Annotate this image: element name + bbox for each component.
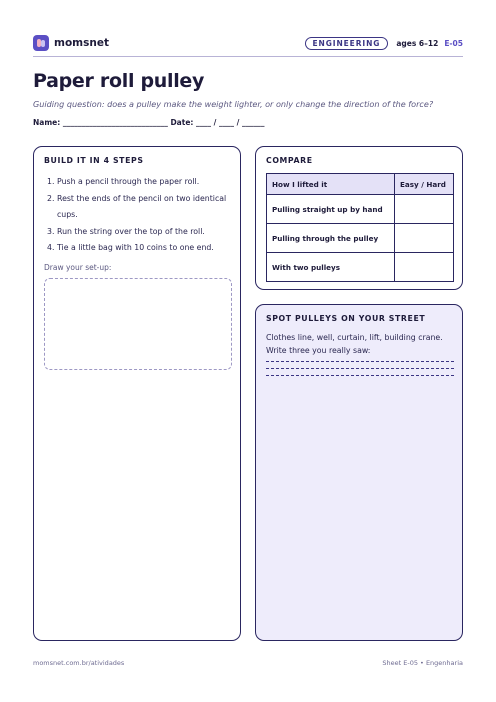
step-text: Push a pencil through the paper roll. [57,177,200,186]
column-header-method: How I lifted it [267,174,395,195]
step-text: Tie a little bag with 10 coins to one end. [57,243,214,252]
draw-label: Draw your set-up: [44,262,112,272]
step-item [44,174,230,191]
spot-instructions: Clothes line, well, curtain, lift, building crane. Write three you really saw: [266,333,443,355]
step-text: Rest the ends of the pencil on two identical cups. [57,193,227,219]
table-row [267,253,454,282]
momsnet-logo-icon [33,35,49,51]
step-number: 1. [47,177,55,186]
header-divider [33,56,463,57]
drawing-area[interactable] [44,278,232,370]
name-date-line: Name: ____________________________ Date: ____ / ____ / ______ [33,118,265,127]
spot-card-title: SPOT PULLEYS ON YOUR STREET [266,314,426,323]
step-number: 2. [47,193,55,203]
brand-name: momsnet [54,37,109,49]
compare-card-title: COMPARE [266,156,313,165]
footer-sheet-label: Sheet E-05 • Engenharia [382,659,463,667]
step-item [44,191,230,224]
table-row [267,195,454,224]
compare-table [266,173,454,282]
method-cell: With two pulleys [267,253,395,282]
table-row [267,224,454,253]
spot-card [255,304,463,641]
step-item [44,224,230,241]
guiding-question: Guiding question: does a pulley make the weight lighter, or only change the direction of the force? [33,99,434,109]
build-card [33,146,241,641]
build-card-title: BUILD IT IN 4 STEPS [44,156,144,165]
page-header [33,31,463,55]
compare-card [255,146,463,290]
steps-list [44,174,230,257]
subject-tag: ENGINEERING [305,37,389,50]
answer-cell[interactable] [395,253,454,282]
step-item [44,240,230,257]
sheet-code: E-05 [444,38,463,48]
method-cell: Pulling straight up by hand [267,195,395,224]
footer-url: momsnet.com.br/atividades [33,659,125,667]
answer-cell[interactable] [395,224,454,253]
column-header-rating: Easy / Hard [395,174,454,195]
table-header-row [267,174,454,195]
answer-line[interactable] [266,368,454,369]
header-meta [305,37,463,50]
step-text: Run the string over the top of the roll. [57,226,205,236]
answer-cell[interactable] [395,195,454,224]
step-number: 3. [47,226,55,236]
answer-line[interactable] [266,375,454,376]
method-cell: Pulling through the pulley [267,224,395,253]
step-number: 4. [47,243,55,252]
page-title: Paper roll pulley [33,70,205,92]
age-range: ages 6–12 [396,38,439,48]
answer-line[interactable] [266,361,454,362]
